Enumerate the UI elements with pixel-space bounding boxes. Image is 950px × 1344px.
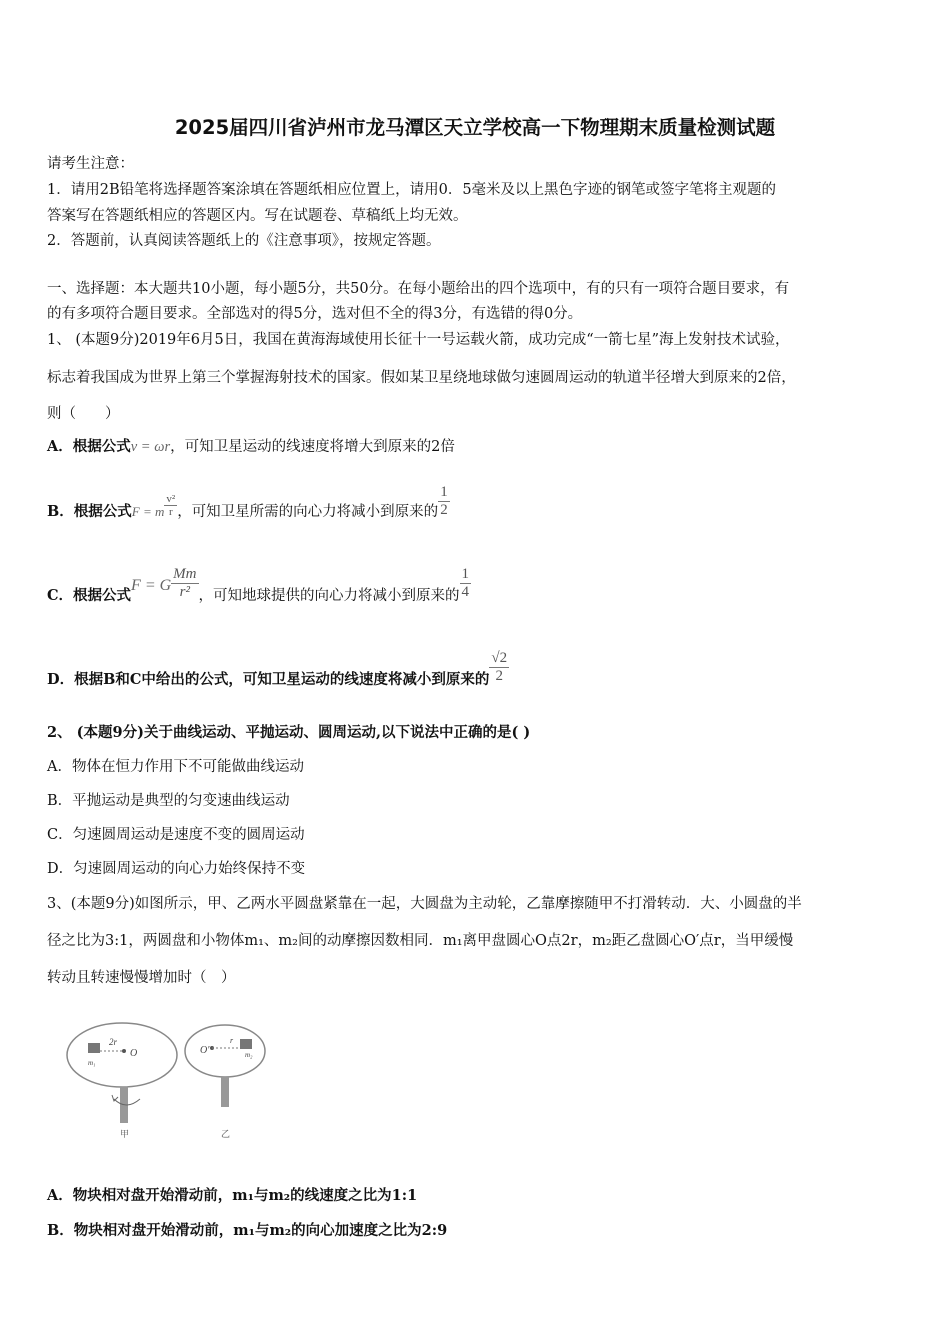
q1-option-a-prefix: A．根据公式 <box>47 438 131 455</box>
q3-stem-line-2: 径之比为3:1，两圆盘和小物体m₁、m₂间的动摩擦因数相同．m₁离甲盘圆心O点2r，m₂距乙盘圆心O′点r，当甲缓慢 <box>47 933 794 949</box>
q1-stem-line-3: 则（ ） <box>47 406 120 422</box>
q1-option-c-denominator: 4 <box>461 584 469 600</box>
q1-option-b-formula-left: F = m <box>131 503 165 519</box>
label-yi: 乙 <box>221 1130 231 1140</box>
q1-option-b-formula-denominator: r <box>168 506 173 518</box>
q1-option-b-fraction <box>438 484 450 519</box>
q1-option-b-text: ，可知卫星所需的向心力将减小到原来的 <box>177 503 439 520</box>
q2-option-c: C．匀速圆周运动是速度不变的圆周运动 <box>47 827 305 843</box>
q1-option-c-formula-denominator: r² <box>179 584 190 600</box>
label-O: O <box>130 1048 138 1059</box>
q1-option-b-denominator: 2 <box>440 502 448 518</box>
q2-option-d: D．匀速圆周运动的向心力始终保持不变 <box>47 861 306 877</box>
shaft-yi <box>221 1077 229 1107</box>
q2-option-a: A．物体在恒力作用下不可能做曲线运动 <box>47 759 304 775</box>
q1-option-c-text: ，可知地球提供的向心力将减小到原来的 <box>198 587 460 604</box>
q1-option-c <box>47 552 471 604</box>
q3-stem-line-3: 转动且转速慢慢增加时（ ） <box>47 970 236 986</box>
q3-option-b: B．物块相对盘开始滑动前，m₁与m₂的向心加速度之比为2:9 <box>47 1222 448 1239</box>
q1-option-a-text: ，可知卫星运动的线速度将增大到原来的2倍 <box>170 439 455 455</box>
q1-option-d <box>47 636 509 688</box>
q1-option-d-numerator: √2 <box>491 650 508 666</box>
q1-option-b-formula-fraction <box>164 493 177 518</box>
label-r: r <box>230 1036 234 1045</box>
q1-option-c-fraction <box>460 566 472 601</box>
q1-option-d-text: D．根据B和C中给出的公式，可知卫星运动的线速度将减小到原来的 <box>47 670 490 688</box>
block-m1 <box>88 1043 100 1053</box>
page-title: 2025届四川省泸州市龙马潭区天立学校高一下物理期末质量检测试题 <box>174 116 776 139</box>
q1-option-b-formula-numerator: v² <box>166 493 176 505</box>
section-1-line-1: 一、选择题：本大题共10小题，每小题5分，共50分。在每小题给出的四个选项中，有的只有一项符合题目要求，有 <box>47 281 790 297</box>
q1-option-a-formula: v = ωr <box>130 439 171 455</box>
q3-figure <box>60 1015 280 1145</box>
q1-option-c-prefix: C．根据公式 <box>47 586 132 604</box>
q2-option-b: B．平抛运动是典型的匀变速曲线运动 <box>47 793 290 809</box>
q1-option-d-denominator: 2 <box>495 668 503 684</box>
block-m2 <box>240 1039 252 1049</box>
notice-item-1-line-1: 1．请用2B铅笔将选择题答案涂填在答题纸相应位置上，请用0．5毫米及以上黑色字迹的钢笔或签字笔将主观题的 <box>47 182 777 198</box>
q1-option-b <box>47 470 450 520</box>
q1-option-c-formula-left: F = G <box>131 576 172 594</box>
q1-option-c-numerator: 1 <box>461 566 469 582</box>
disk-yi <box>185 1025 265 1077</box>
q3-stem-line-1: 3、(本题9分)如图所示，甲、乙两水平圆盘紧靠在一起，大圆盘为主动轮，乙靠摩擦随甲不打滑转动．大、小圆盘的半 <box>47 896 802 912</box>
notice-heading: 请考生注意： <box>47 156 134 172</box>
q3-option-a: A．物块相对盘开始滑动前，m₁与m₂的线速度之比为1:1 <box>47 1187 418 1204</box>
q1-stem-line-2: 标志着我国成为世界上第三个掌握海射技术的国家。假如某卫星绕地球做匀速圆周运动的轨道半径增大到原来的2倍， <box>47 370 796 386</box>
center-O <box>122 1049 126 1053</box>
label-m2: m₂ <box>245 1051 253 1059</box>
rotation-arrowhead <box>112 1095 118 1101</box>
section-1-line-2: 的有多项符合题目要求。全部选对的得5分，选对但不全的得3分，有选错的得0分。 <box>47 306 583 322</box>
q1-option-b-prefix: B．根据公式 <box>47 502 132 520</box>
label-O-prime: O′ <box>200 1045 210 1056</box>
q2-stem: 2、 (本题9分)关于曲线运动、平抛运动、圆周运动,以下说法中正确的是( ) <box>47 724 531 741</box>
q1-option-d-fraction <box>489 650 509 685</box>
q1-option-b-numerator: 1 <box>440 484 448 500</box>
q1-stem-line-1: 1、 (本题9分)2019年6月5日，我国在黄海海域使用长征十一号运载火箭，成功完成“一箭七星”海上发射技术试验， <box>47 332 790 348</box>
notice-item-2: 2．答题前，认真阅读答题纸上的《注意事项》，按规定答题。 <box>47 233 441 249</box>
label-jia: 甲 <box>120 1130 130 1140</box>
q1-option-a <box>47 435 455 456</box>
label-2r: 2r <box>109 1037 118 1047</box>
label-m1: m₁ <box>88 1059 96 1067</box>
notice-item-1-line-2: 答案写在答题纸相应的答题区内。写在试题卷、草稿纸上均无效。 <box>47 208 468 224</box>
q1-option-c-formula-fraction <box>171 566 198 601</box>
disk-jia <box>67 1023 177 1087</box>
q1-option-c-formula-numerator: Mm <box>173 566 197 582</box>
